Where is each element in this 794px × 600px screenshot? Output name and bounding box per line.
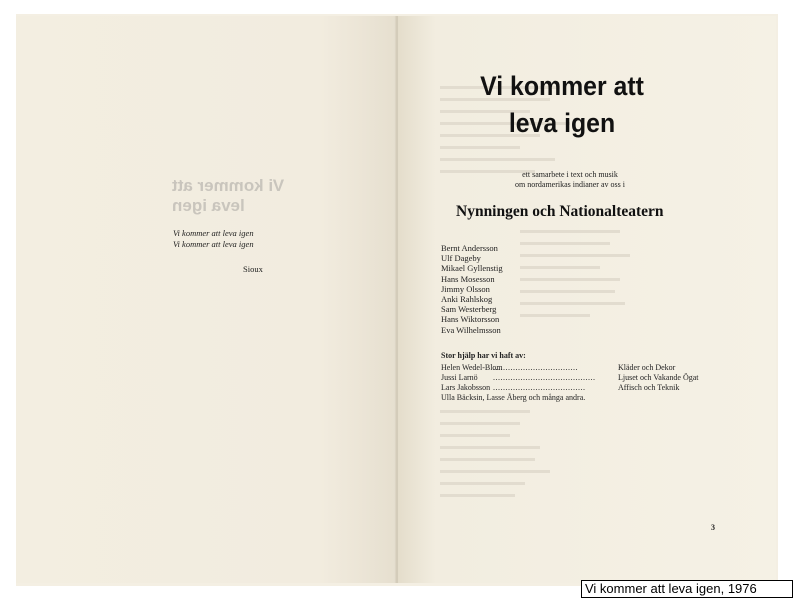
credit-name: Jussi Larnö [441,373,478,382]
group-name: Nynningen och Nationalteatern [456,203,664,220]
credit-role: Affisch och Teknik [618,383,680,392]
page-title-line: Vi kommer att [480,71,644,101]
member-item: Sam Westerberg [441,304,497,315]
page-title-line: leva igen [508,108,616,138]
credit-role: Kläder och Dekor [618,363,676,372]
image-caption: Vi kommer att leva igen, 1976 [581,580,793,598]
member-item: Bernt Andersson [441,243,498,253]
member-item: Hans Wiktorsson [441,314,500,325]
credit-row [441,373,731,383]
epigraph-attribution: Sioux [243,264,263,274]
member-item: Anki Rahlskog [441,294,493,305]
epigraph [173,228,254,250]
left-page [16,16,396,583]
credit-role: Ljuset och Vakande Ögat [618,373,699,382]
epigraph-line: Vi kommer att leva igen [173,228,254,238]
member-list [441,243,503,335]
member-item: Ulf Dageby [441,253,481,264]
subtitle-line: om nordamerikas indianer av oss i [515,180,625,189]
credits-list [441,363,731,403]
credit-row [441,363,731,373]
credit-leader-dots: .................................. [493,363,578,372]
credit-name: Helen Wedel-Blom [441,363,503,372]
subtitle [480,170,660,190]
member-item: Eva Wilhelmsson [441,324,501,335]
credits-heading: Stor hjälp har vi haft av: [441,351,526,360]
mirrored-title-bleed-through: Vi kommer att leva igen [172,176,285,215]
member-item: Hans Mosesson [441,273,495,284]
credit-row [441,383,731,393]
page-number: 3 [711,523,715,532]
member-item: Mikael Gyllenstig [441,263,503,274]
credits-footer: Ulla Bäcksin, Lasse Åberg och många andra. [441,393,586,402]
credit-leader-dots: ..................................... [493,383,586,392]
member-item: Jimmy Olsson [441,283,490,294]
subtitle-line: ett samarbete i text och musik [522,170,618,179]
epigraph-line: Vi kommer att leva igen [173,239,254,249]
credit-name: Lars Jakobsson [441,383,491,392]
credit-leader-dots: ......................................... [493,373,596,382]
page-title [470,68,654,142]
